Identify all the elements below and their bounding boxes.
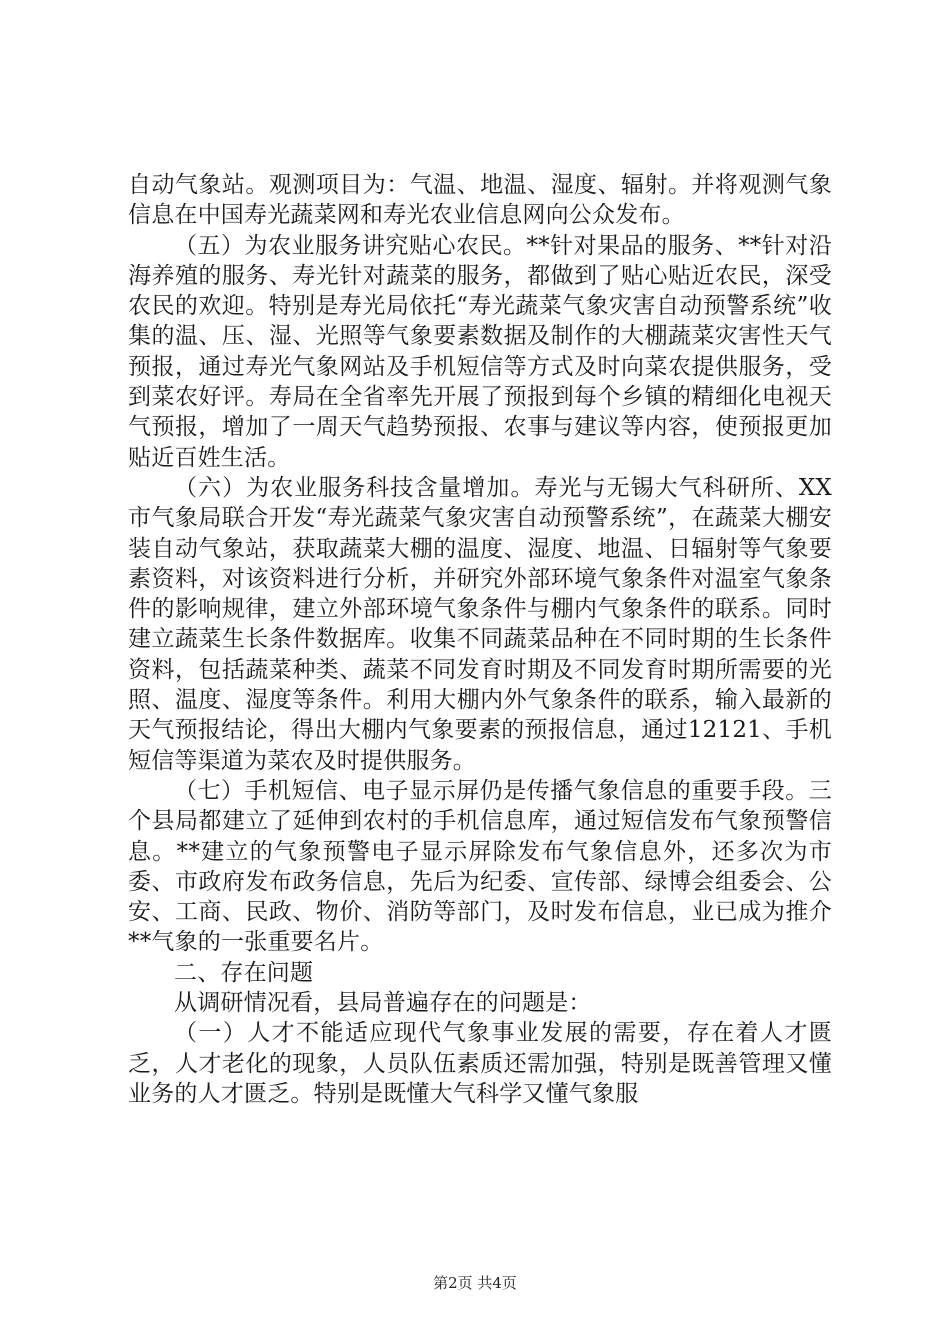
paragraph-continued: 自动气象站。观测项目为：气温、地温、湿度、辐射。并将观测气象信息在中国寿光蔬菜网和寿光农业信息网向公众发布。 bbox=[128, 172, 832, 229]
paragraph-problems-intro: 从调研情况看，县局普遍存在的问题是： bbox=[174, 990, 592, 1017]
paragraph-section-6: （六）为农业服务科技含量增加。寿光与无锡大气科研所、XX市气象局联合开发“寿光蔬菜气象灾害自动预警系统”，在蔬菜大棚安装自动气象站，获取蔬菜大棚的温度、湿度、地温、日辐射等气象要素资料，对该资料进行分析，并研究外部环境气象条件对温室气象条件的影响规律，建立外部环境气象条件与棚内气象条件的联系。同时建立蔬菜生长条件数据库。收集不同蔬菜品种在不同时期的生长条件资料，包括蔬菜种类、蔬菜不同发育时期及不同发育时期所需要的光照、温度、湿度等条件。利用大棚内外气象条件的联系，输入最新的天气预报结论，得出大棚内气象要素的预报信息，通过12121、手机短信等渠道为菜农及时提供服务。 bbox=[128, 474, 832, 774]
paragraph-section-7: （七）手机短信、电子显示屏仍是传播气象信息的重要手段。三个县局都建立了延伸到农村的手机信息库，通过短信发布气象预警信息。**建立的气象预警电子显示屏除发布气象信息外，还多次为市委、市政府发布政务信息，先后为纪委、宣传部、绿博会组委会、公安、工商、民政、物价、消防等部门，及时发布信息，业已成为推介**气象的一张重要名片。 bbox=[128, 777, 832, 956]
page-number-footer: 第2页 共4页 bbox=[433, 1274, 517, 1292]
heading-existing-problems: 二、存在问题 bbox=[174, 959, 314, 986]
document-body bbox=[128, 170, 832, 1109]
paragraph-section-5: （五）为农业服务讲究贴心农民。**针对果品的服务、**针对沿海养殖的服务、寿光针对蔬菜的服务，都做到了贴心贴近农民，深受农民的欢迎。特别是寿光局依托“寿光蔬菜气象灾害自动预警系统”收集的温、压、湿、光照等气象要素数据及制作的大棚蔬菜灾害性天气预报，通过寿光气象网站及手机短信等方式及时向菜农提供服务，受到菜农好评。寿局在全省率先开展了预报到每个乡镇的精细化电视天气预报，增加了一周天气趋势预报、农事与建议等内容，使预报更加贴近百姓生活。 bbox=[128, 232, 832, 471]
paragraph-problem-1: （一）人才不能适应现代气象事业发展的需要，存在着人才匮乏，人才老化的现象，人员队伍素质还需加强，特别是既善管理又懂业务的人才匮乏。特别是既懂大气科学又懂气象服 bbox=[128, 1020, 832, 1107]
